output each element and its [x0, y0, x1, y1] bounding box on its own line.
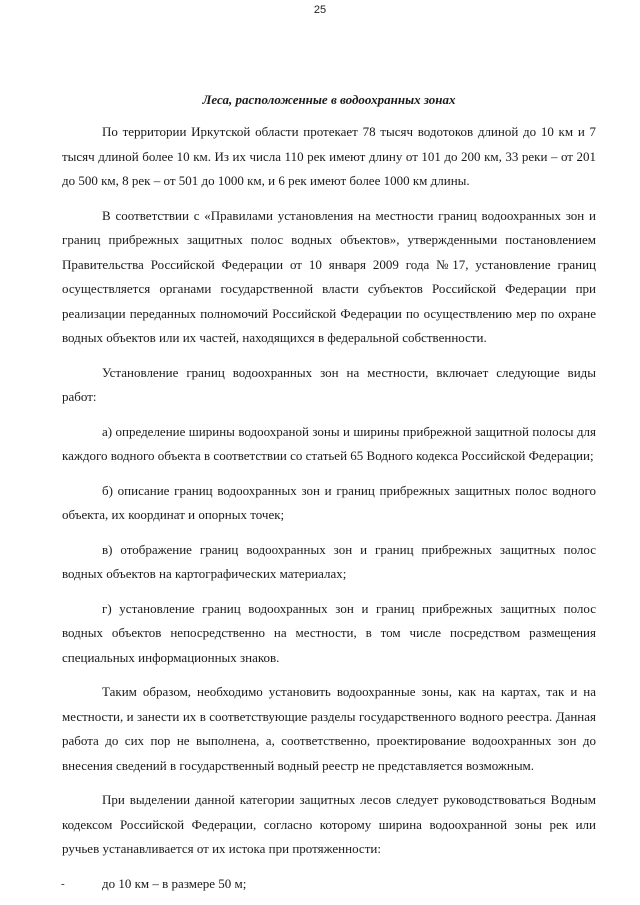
list-item-c: в) отображение границ водоохранных зон и границ прибрежных защитных полос водных объектов на картографических материалах;	[62, 541, 596, 581]
paragraph-rivers-statistics: По территории Иркутской области протекает 78 тысяч водотоков длиной до 10 км и 7 тысяч длиной более 10 км. Из их числа 110 рек имеют длину от 101 до 200 км, 33 реки – от 201 до 500 км, 8 рек – от 501 до 1000 км, и 6 рек имеют более 1000 км длины.	[62, 124, 596, 188]
bullet-item	[62, 872, 596, 897]
paragraph-water-code: При выделении данной категории защитных лесов следует руководствоваться Водным кодексом Российской Федерации, согласно которому ширина водоохранной зоны рек или ручьев устанавливается от их истока при протяженности:	[62, 792, 596, 856]
paragraph-works-intro: Установление границ водоохранных зон на местности, включает следующие виды работ:	[62, 364, 596, 404]
paragraph-conclusion: Таким образом, необходимо установить водоохранные зоны, как на картах, так и на местности, и занести их в соответствующие разделы государственного водного реестра. Данная работа до сих пор не выполнена, а, соответственно, проектирование водоохранных зон до внесения сведений в государственный водный реестр не представляется возможным.	[62, 684, 596, 773]
section-heading: Леса, расположенные в водоохранных зонах	[202, 92, 456, 107]
bullet-text: до 10 км – в размере 50 м;	[102, 875, 247, 891]
list-item-d: г) установление границ водоохранных зон и границ прибрежных защитных полос водных объектов непосредственно на местности, в том числе посредством размещения специальных информационных знаков.	[62, 600, 596, 665]
page-content	[62, 92, 596, 896]
bullet-marker: -	[61, 877, 65, 890]
list-item-b: б) описание границ водоохранных зон и границ прибрежных защитных полос водного объекта, их координат и опорных точек;	[62, 482, 596, 522]
paragraph-rules-reference: В соответствии с «Правилами установления на местности границ водоохранных зон и границ прибрежных защитных полос водных объектов», утвержденными постановлением Правительства Российской Федерации от 10 января 2009 года №17, установление границ осуществляется органами государственной власти субъектов Российской Федерации при реализации переданных полномочий Российской Федерации по осуществлению мер по охране водных объектов или их частей, находящихся в федеральной собственности.	[62, 207, 596, 345]
list-item-a: а) определение ширины водоохраной зоны и ширины прибрежной защитной полосы для каждого водного объекта в соответствии со статьей 65 Водного кодекса Российской Федерации;	[62, 423, 596, 463]
page-number: 25	[313, 4, 327, 16]
